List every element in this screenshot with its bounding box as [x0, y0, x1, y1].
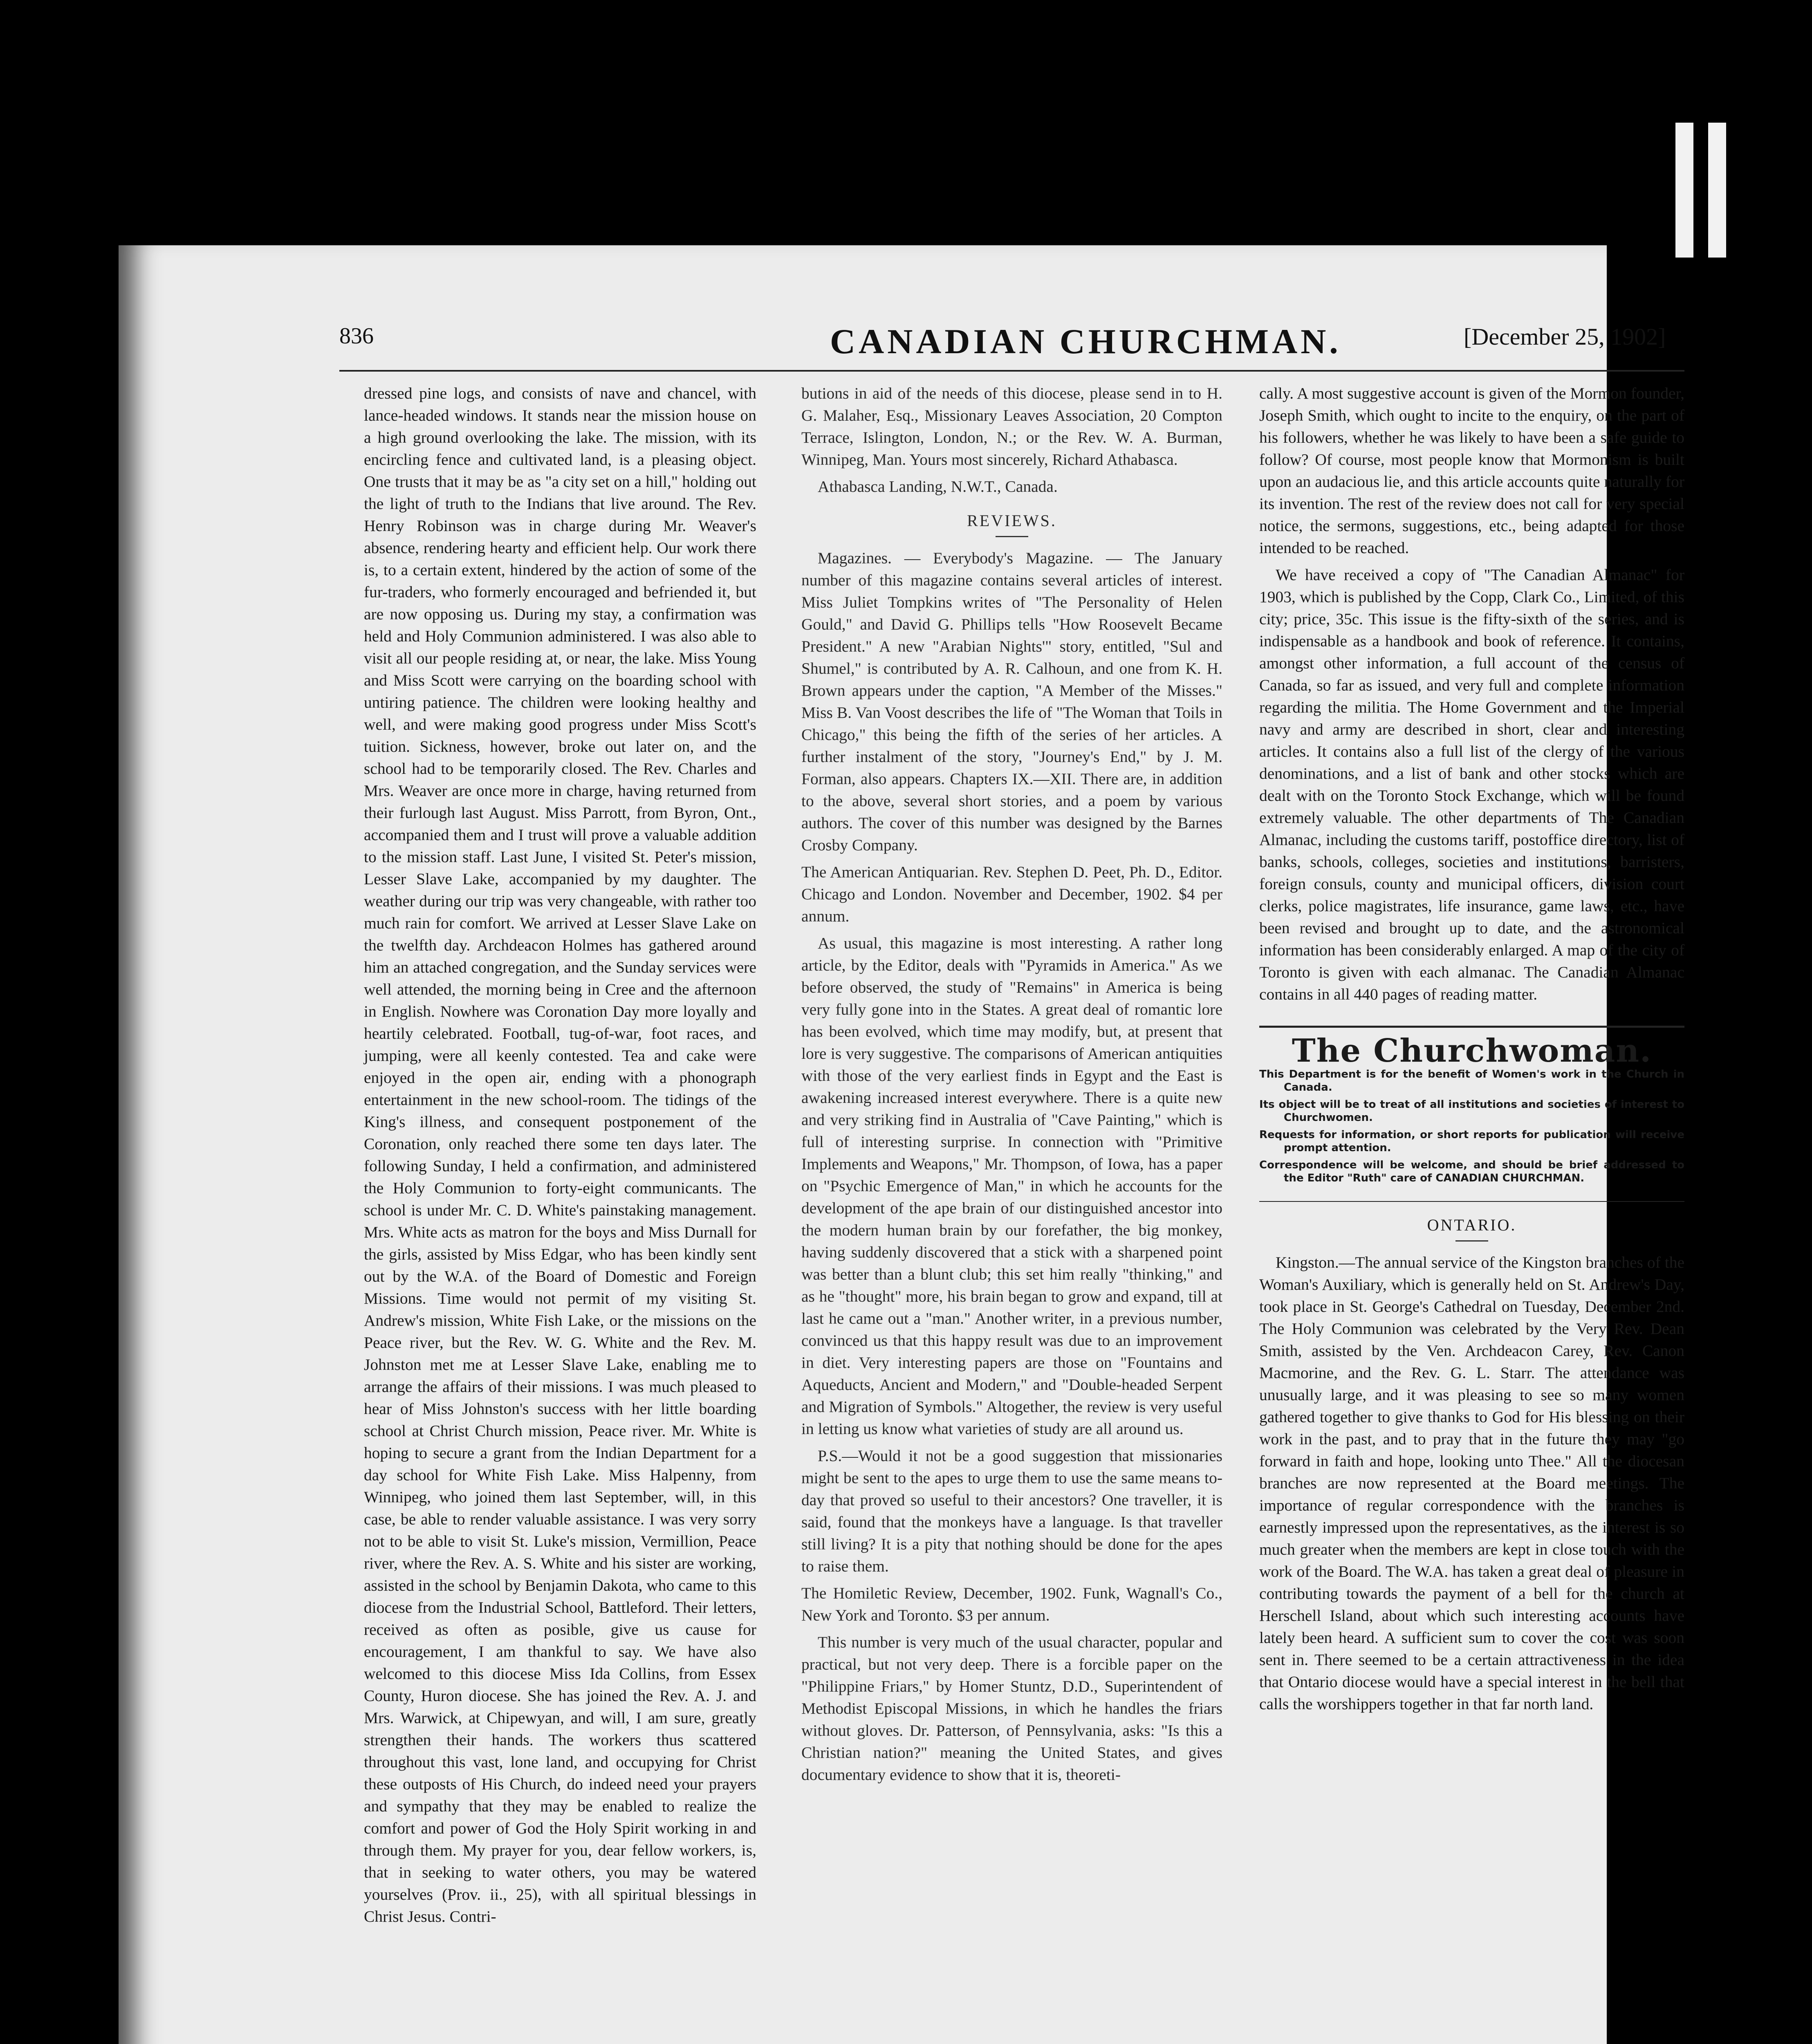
churchwoman-department — [1259, 1026, 1684, 1202]
review-antiquarian-title: The American Antiquarian. Rev. Stephen D. Peet, Ph. D., Editor. Chicago and London. November and December, 1902. $4 per annum. — [801, 863, 1222, 925]
department-notes — [1259, 1068, 1684, 1185]
canadian-almanac-notice: We have received a copy of "The Canadian Almanac" for 1903, which is published by the Copp, Clark Co., Limited, of this city; price, 35c. This issue is the fifty-sixth of the series, and is indispensable as a handbook and book of reference. It contains, amongst other information, a full account of the census of Canada, so far as issued, and very full and complete information regarding the militia. The Home Government and the Imperial navy and army are described in short, clear and interesting articles. It contains also a full list of the clergy of the various denominations, and a list of bank and other stocks which are dealt with on the Toronto Stock Exchange, which will be found extremely valuable. The other departments of The Canadian Almanac, including the customs tariff, postoffice directory, list of banks, schools, colleges, societies and institutions, barristers, foreign consuls, county and municipal officers, division court clerks, police magistrates, life insurance, game laws, etc., have been revised and brought up to date, and the astronomical information has been considerably enlarged. A map of the city of Toronto is given with each almanac. The Canadian Almanac contains in all 440 pages of reading matter. — [1259, 566, 1684, 1003]
column-1 — [364, 382, 756, 1932]
review-postscript: P.S.—Would it not be a good suggestion that missionaries might be sent to the apes to urge them to use the same means to-day that proved so useful to their ancestors? One traveller, it is said, found that the monkeys have a language. Is that traveller still living? It is a pity that nothing should be done for the apes to raise them. — [801, 1447, 1222, 1575]
department-note: Its object will be to treat of all institutions and societies of interest to Churchwomen. — [1259, 1098, 1684, 1124]
reviews-rule — [996, 536, 1028, 537]
right-margin-mark-top-2 — [1708, 123, 1726, 258]
letter-signoff: Athabasca Landing, N.W.T., Canada. — [818, 477, 1058, 495]
column-2 — [801, 382, 1222, 1791]
review-homiletic-body: This number is very much of the usual character, popular and practical, but not very deep. There is a forcible paper on the "Philippine Friars," by Homer Stuntz, D.D., Superintendent of Methodist Episcopal Missions, in which he handles the friars without gloves. Dr. Patterson, of Pennsylvania, asks: "Is this a Christian nation?" meaning the United States, and gives documentary evidence to show that it is, theoreti- — [801, 1633, 1222, 1784]
ontario-rule — [1455, 1240, 1488, 1242]
header-rule — [339, 370, 1684, 372]
department-note: Correspondence will be welcome, and should be brief addressed to the Editor "Ruth" care of CANADIAN CHURCHMAN. — [1259, 1159, 1684, 1184]
reviews-heading: REVIEWS. — [967, 511, 1057, 530]
masthead-title: CANADIAN CHURCHMAN. — [830, 322, 1341, 361]
review-continuation: cally. A most suggestive account is given of the Mormon founder, Joseph Smith, which ought to incite to the enquiry, on the part of his followers, whether he was likely to have been a safe guide to follow? Of course, most people know that Mormonism is built upon an audacious lie, and this article accounts quite naturally for its invention. The rest of the review does not call for very special notice, the sermons, suggestions, etc., being adapted for those intended to be reached. — [1259, 384, 1684, 557]
department-title: The Churchwoman. — [1292, 1032, 1652, 1069]
column-1-text: dressed pine logs, and consists of nave and chancel, with lance-headed windows. It stands near the mission house on a high ground overlooking the lake. The mission, with its encircling fence and cultivated land, is a pleasing object. One trusts that it may be as "a city set on a hill," holding out the light of truth to the Indians that live around. The Rev. Henry Robinson was in charge during Mr. Weaver's absence, rendering hearty and efficient help. Our work there is, to a certain extent, hindered by the action of some of the fur-traders, who formerly encouraged and befriended it, but are now opposing us. During my stay, a confirmation was held and Holy Communion administered. I was also able to visit all our people residing at, or near, the lake. Miss Young and Miss Scott were carrying on the boarding school with untiring patience. The children were looking healthy and well, and were making good progress under Miss Scott's tuition. Sickness, however, broke out later on, and the school had to be temporarily closed. The Rev. Charles and Mrs. Weaver are once more in charge, having returned from their furlough last August. Miss Parrott, from Byron, Ont., accompanied them and I trust will prove a valuable addition to the mission staff. Last June, I visited St. Peter's mission, Lesser Slave Lake, accompanied by my daughter. The weather during our trip was very changeable, with rather too much rain for comfort. We arrived at Lesser Slave Lake on the twelfth day. Archdeacon Holmes has gathered around him an attached congregation, and the Sunday services were well attended, the morning being in Cree and the afternoon in English. Nowhere was Coronation Day more loyally and heartily celebrated. Football, tug-of-war, foot races, and jumping, were all keenly contested. Tea and cake were enjoyed in the open air, ending with a phonograph entertainment in the new school-room. The tidings of the King's illness, and consequent postponement of the Coronation, only reached there some ten days later. The following Sunday, I held a confirmation, and administered the Holy Communion to forty-eight communicants. The school is under Mr. C. D. White's painstaking management. Mrs. White acts as matron for the boys and Miss Durnall for the girls, assisted by Miss Edgar, who has been kindly sent out by the W.A. of the Board of Domestic and Foreign Missions. Time would not permit of my visiting St. Andrew's mission, White Fish Lake, or the missions on the Peace river, but the Rev. W. G. White and the Rev. M. Johnston met me at Lesser Slave Lake, enabling me to arrange the affairs of their missions. I was much pleased to hear of Miss Johnston's success with her little boarding school at Christ Church mission, Peace river. Mr. White is hoping to secure a grant from the Indian Department for a day school for White Fish Lake. Miss Halpenny, from Winnipeg, who joined them last September, will, in this case, be able to render valuable assistance. I was very sorry not to be able to visit St. Luke's mission, Vermillion, Peace river, where the Rev. A. S. White and his sister are working, assisted in the school by Benjamin Dakota, who came to this diocese from the Industrial School, Battleford. Their letters, received as often as posible, give us cause for encouragement, I am thankful to say. We have also welcomed to this diocese Miss Ida Collins, from Essex County, Huron diocese. She has joined the Rev. A. J. and Mrs. Warwick, at Chipewyan, and will, I am sure, greatly strengthen their hands. The workers thus scattered throughout this vast, lone land, and occupying for Christ these outposts of His Church, do indeed need your prayers and sympathy that they may be enabled to realize the comfort and power of God the Holy Spirit working in and through them. My prayer for you, dear fellow workers, is, that in seeking to water others, you may be watered yourselves (Prov. ii., 25), with all spiritual blessings in Christ Jesus. Contri- — [364, 384, 756, 1925]
column-3 — [1259, 382, 1684, 1720]
review-everybodys-magazine: Magazines. — Everybody's Magazine. — The January number of this magazine contains several articles of interest. Miss Juliet Tompkins writes of "The Personality of Helen Gould," and David G. Phillips tells "How Roosevelt Became President." A new "Arabian Nights'" story, entitled, "Sul and Shumel," is contributed by A. R. Calhoun, and one from K. H. Brown appears under the caption, "A Member of the Misses." Miss B. Van Voost describes the life of "The Woman that Toils in Chicago," this being the fifth of the series of her articles. A further instalment of the story, "Journey's End," by J. M. Forman, also appears. Chapters IX.—XII. There are, in addition to the above, several short stories, and a poem by various authors. The cover of this number was designed by the Barnes Crosby Company. — [801, 549, 1222, 854]
letter-continuation: butions in aid of the needs of this diocese, please send in to H. G. Malaher, Esq., Missionary Leaves Association, 20 Compton Terrace, Islington, London, N.; or the Rev. W. A. Burman, Winnipeg, Man. Yours most sincerely, Richard Athabasca. — [801, 384, 1222, 468]
department-note: Requests for information, or short reports for publication will receive prompt attention. — [1259, 1129, 1684, 1154]
page-header — [221, 315, 1676, 368]
review-antiquarian-body: As usual, this magazine is most interesting. A rather long article, by the Editor, deals with "Pyramids in America." As we before observed, the study of "Remains" in America is being very fully gone into in the States. A great deal of romantic lore has been evolved, which time may modify, but, at present that lore is very suggestive. The comparisons of American antiquities with those of the very earliest finds in Egypt and the East is awakening increased interest everywhere. There is a quite new and very striking find in Australia of "Cave Painting," which is full of interesting surprise. In connection with "Primitive Implements and Weapons," Mr. Thompson, of Iowa, has a paper on "Psychic Emergence of Man," in which he accounts for the development of the ape brain of our distinguished ancestor into the modern human brain by our forefather, the big monkey, having suddenly discovered that a stick with a sharpened point was better than a blunt club; this set him really "thinking," and as he "thought" more, his brain began to grow and expand, till at last he came out a "man." Another writer, in a previous number, convinced us that this happy result was due to an improvement in diet. Very interesting papers are those on "Fountains and Aqueducts, Ancient and Modern," and "Double-headed Serpent and Migration of Symbols." Altogether, the review is very useful in letting us know what varieties of study are all around us. — [801, 934, 1222, 1438]
page-number: 836 — [339, 323, 374, 349]
issue-date: [December 25, 1902] — [1464, 323, 1666, 350]
right-margin-mark-top — [1675, 123, 1693, 258]
department-note: This Department is for the benefit of Women's work in the Church in Canada. — [1259, 1068, 1684, 1094]
ontario-kingston-report: Kingston.—The annual service of the Kingston branches of the Woman's Auxiliary, which is generally held on St. Andrew's Day, took place in St. George's Cathedral on Tuesday, December 2nd. The Holy Communion was celebrated by the Very Rev. Dean Smith, assisted by the Ven. Archdeacon Carey, Rev. Canon Macmorine, and the Rev. G. L. Starr. The attendance was unusually large, and it was pleasing to see so many women gathered together to give thanks to God for His blessing on their work in the past, and to pray that in the future they may "go forward in faith and hope, looking unto Thee." All the diocesan branches are now represented at the Board meetings. The importance of regular correspondence with the branches is earnestly impressed upon the representatives, as the interest is so much greater when the members are kept in close touch with the work of the Board. The W.A. has taken a great deal of pleasure in contributing towards the payment of a bell for the church at Herschell Island, about which such interesting accounts have lately been heard. A sufficient sum to cover the cost was soon sent in. There seemed to be a certain attractiveness in the idea that Ontario diocese would have a special interest in the bell that calls the worshippers together in that far north land. — [1259, 1253, 1684, 1713]
review-homiletic-title: The Homiletic Review, December, 1902. Funk, Wagnall's Co., New York and Toronto. $3 per annum. — [801, 1584, 1222, 1624]
ontario-heading: ONTARIO. — [1427, 1216, 1517, 1234]
